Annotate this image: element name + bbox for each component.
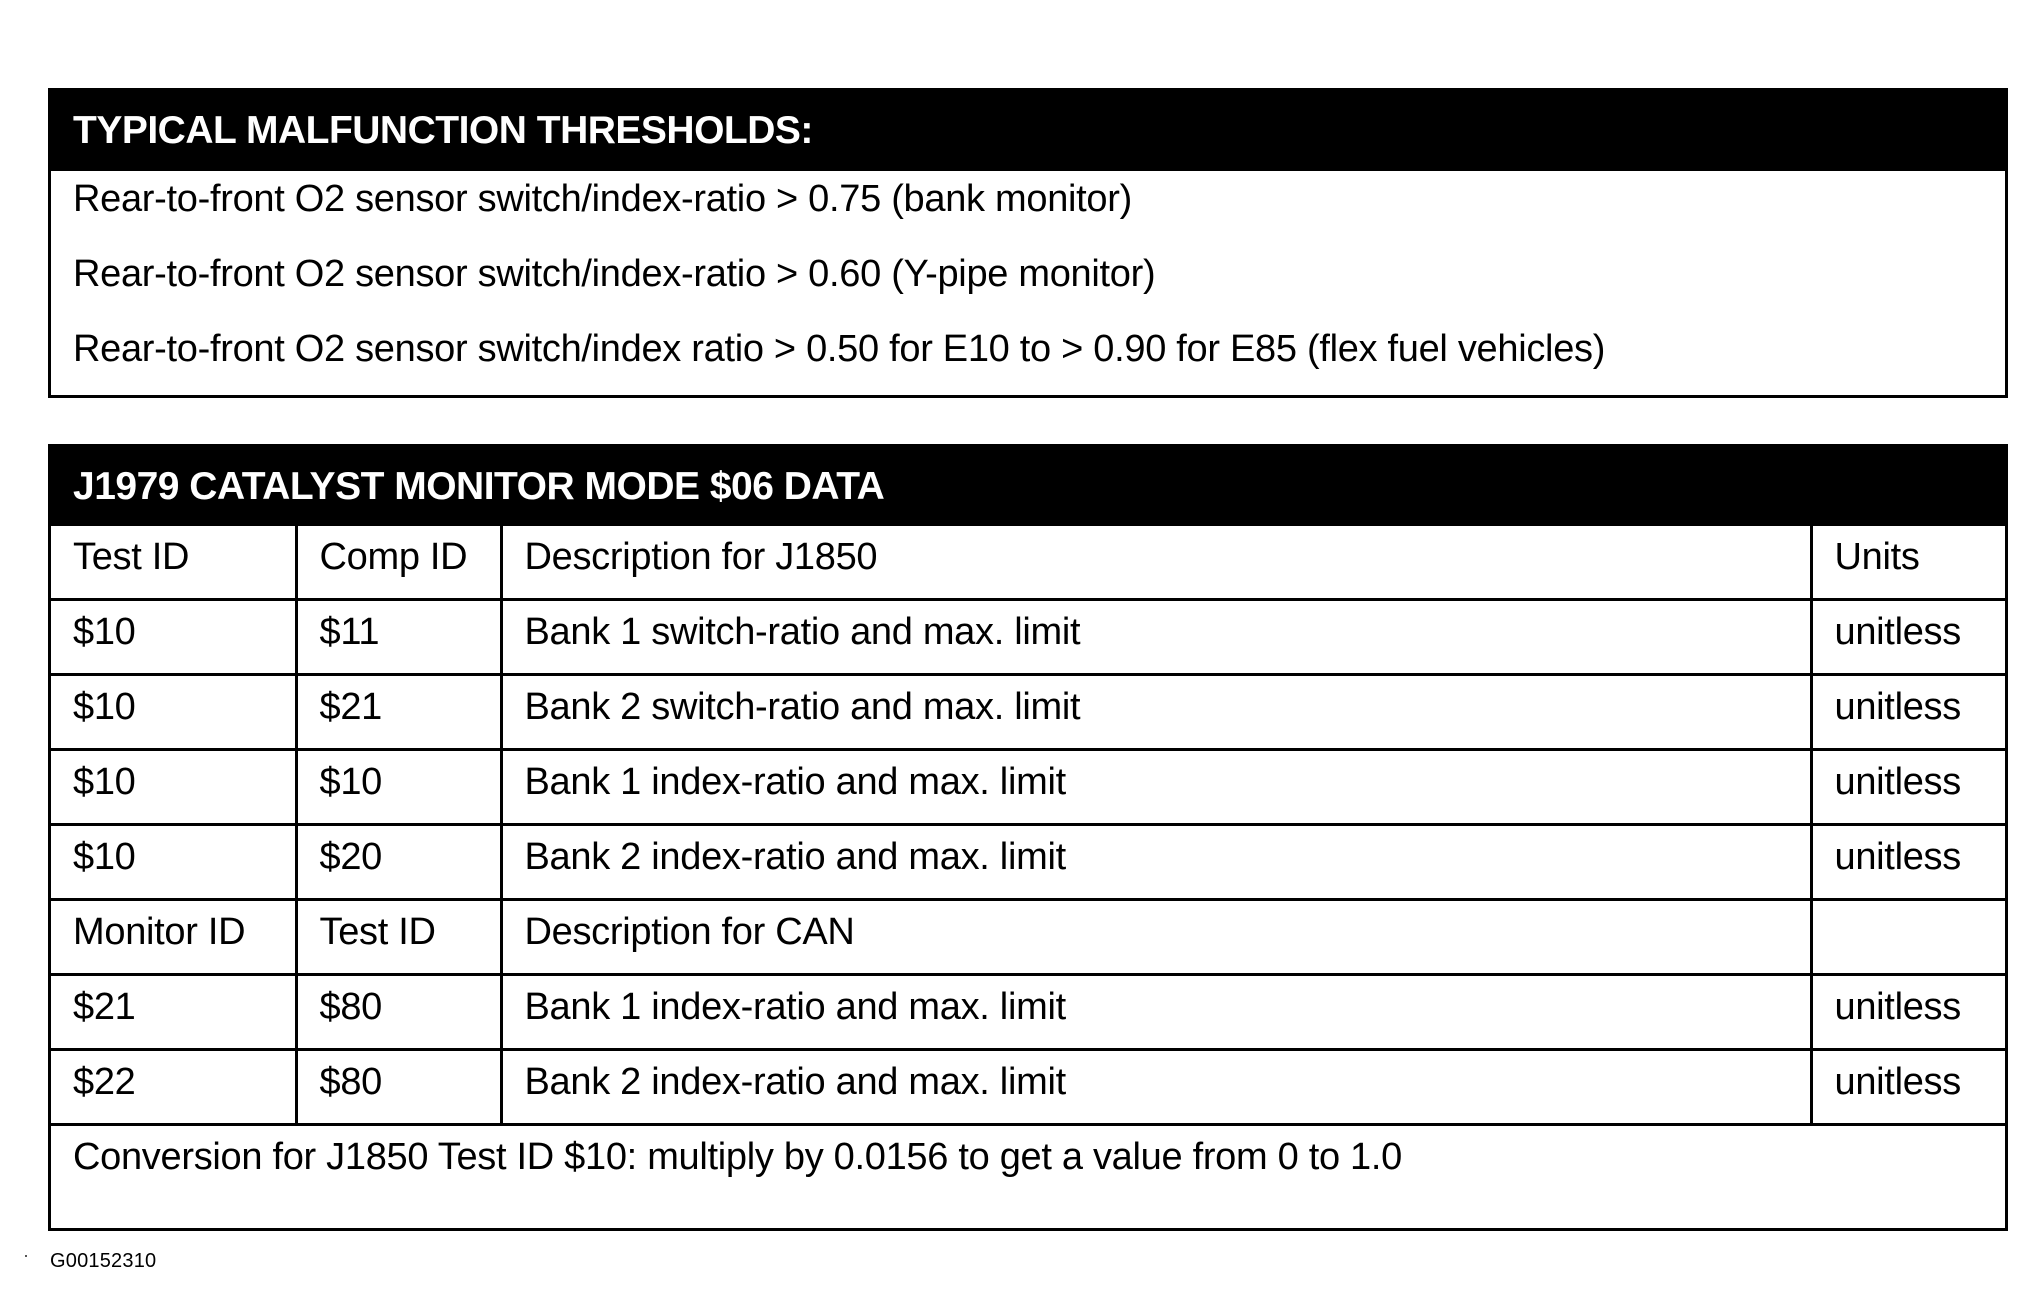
table-cell: Test ID bbox=[51, 526, 296, 600]
threshold-line-bank: Rear-to-front O2 sensor switch/index-ratio > 0.75 (bank monitor) bbox=[73, 178, 1132, 220]
table-cell: Monitor ID bbox=[51, 900, 296, 975]
table-cell: Bank 2 switch-ratio and max. limit bbox=[501, 675, 1811, 750]
table-row bbox=[51, 825, 2005, 900]
table-row bbox=[51, 750, 2005, 825]
table-row bbox=[51, 1050, 2005, 1125]
table-cell: $80 bbox=[296, 1050, 501, 1125]
table-cell: $10 bbox=[51, 750, 296, 825]
table-cell: unitless bbox=[1811, 675, 2005, 750]
table-cell: Description for CAN bbox=[501, 900, 1811, 975]
table-cell: $20 bbox=[296, 825, 501, 900]
malfunction-thresholds-box bbox=[48, 88, 2008, 398]
table-cell: Bank 2 index-ratio and max. limit bbox=[501, 1050, 1811, 1125]
mode06-data-box bbox=[48, 444, 2008, 1231]
table-cell: $10 bbox=[51, 825, 296, 900]
table-row bbox=[51, 675, 2005, 750]
thresholds-title: TYPICAL MALFUNCTION THRESHOLDS: bbox=[51, 91, 2005, 171]
table-row bbox=[51, 975, 2005, 1050]
table-cell: $10 bbox=[296, 750, 501, 825]
scan-speck bbox=[25, 1255, 27, 1257]
table-cell: $21 bbox=[51, 975, 296, 1050]
table-cell: Bank 1 index-ratio and max. limit bbox=[501, 975, 1811, 1050]
table-row bbox=[51, 600, 2005, 675]
table-header-row-j1850 bbox=[51, 526, 2005, 600]
table-cell: unitless bbox=[1811, 750, 2005, 825]
table-cell: unitless bbox=[1811, 600, 2005, 675]
table-cell: $10 bbox=[51, 675, 296, 750]
table-cell: unitless bbox=[1811, 975, 2005, 1050]
table-cell: Test ID bbox=[296, 900, 501, 975]
table-cell: unitless bbox=[1811, 825, 2005, 900]
table-cell: Bank 2 index-ratio and max. limit bbox=[501, 825, 1811, 900]
mode06-title: J1979 CATALYST MONITOR MODE $06 DATA bbox=[51, 447, 2005, 526]
table-header-row-can bbox=[51, 900, 2005, 975]
figure-id: G00152310 bbox=[50, 1250, 157, 1272]
table-cell: $21 bbox=[296, 675, 501, 750]
table-cell bbox=[1811, 900, 2005, 975]
table-cell: Units bbox=[1811, 526, 2005, 600]
table-cell: $80 bbox=[296, 975, 501, 1050]
table-cell: $10 bbox=[51, 600, 296, 675]
table-cell: Bank 1 switch-ratio and max. limit bbox=[501, 600, 1811, 675]
conversion-note-row bbox=[51, 1125, 2005, 1199]
table-cell: Bank 1 index-ratio and max. limit bbox=[501, 750, 1811, 825]
threshold-line-flex-fuel: Rear-to-front O2 sensor switch/index ratio > 0.50 for E10 to > 0.90 for E85 (flex fuel vehicles) bbox=[73, 328, 1606, 370]
table-cell: Description for J1850 bbox=[501, 526, 1811, 600]
table-cell: unitless bbox=[1811, 1050, 2005, 1125]
table-cell: Comp ID bbox=[296, 526, 501, 600]
table-cell: $11 bbox=[296, 600, 501, 675]
table-cell: $22 bbox=[51, 1050, 296, 1125]
mode06-table bbox=[51, 526, 2005, 1198]
conversion-note: Conversion for J1850 Test ID $10: multiply by 0.0156 to get a value from 0 to 1.0 bbox=[51, 1125, 2005, 1199]
threshold-line-y-pipe: Rear-to-front O2 sensor switch/index-ratio > 0.60 (Y-pipe monitor) bbox=[73, 253, 1156, 295]
